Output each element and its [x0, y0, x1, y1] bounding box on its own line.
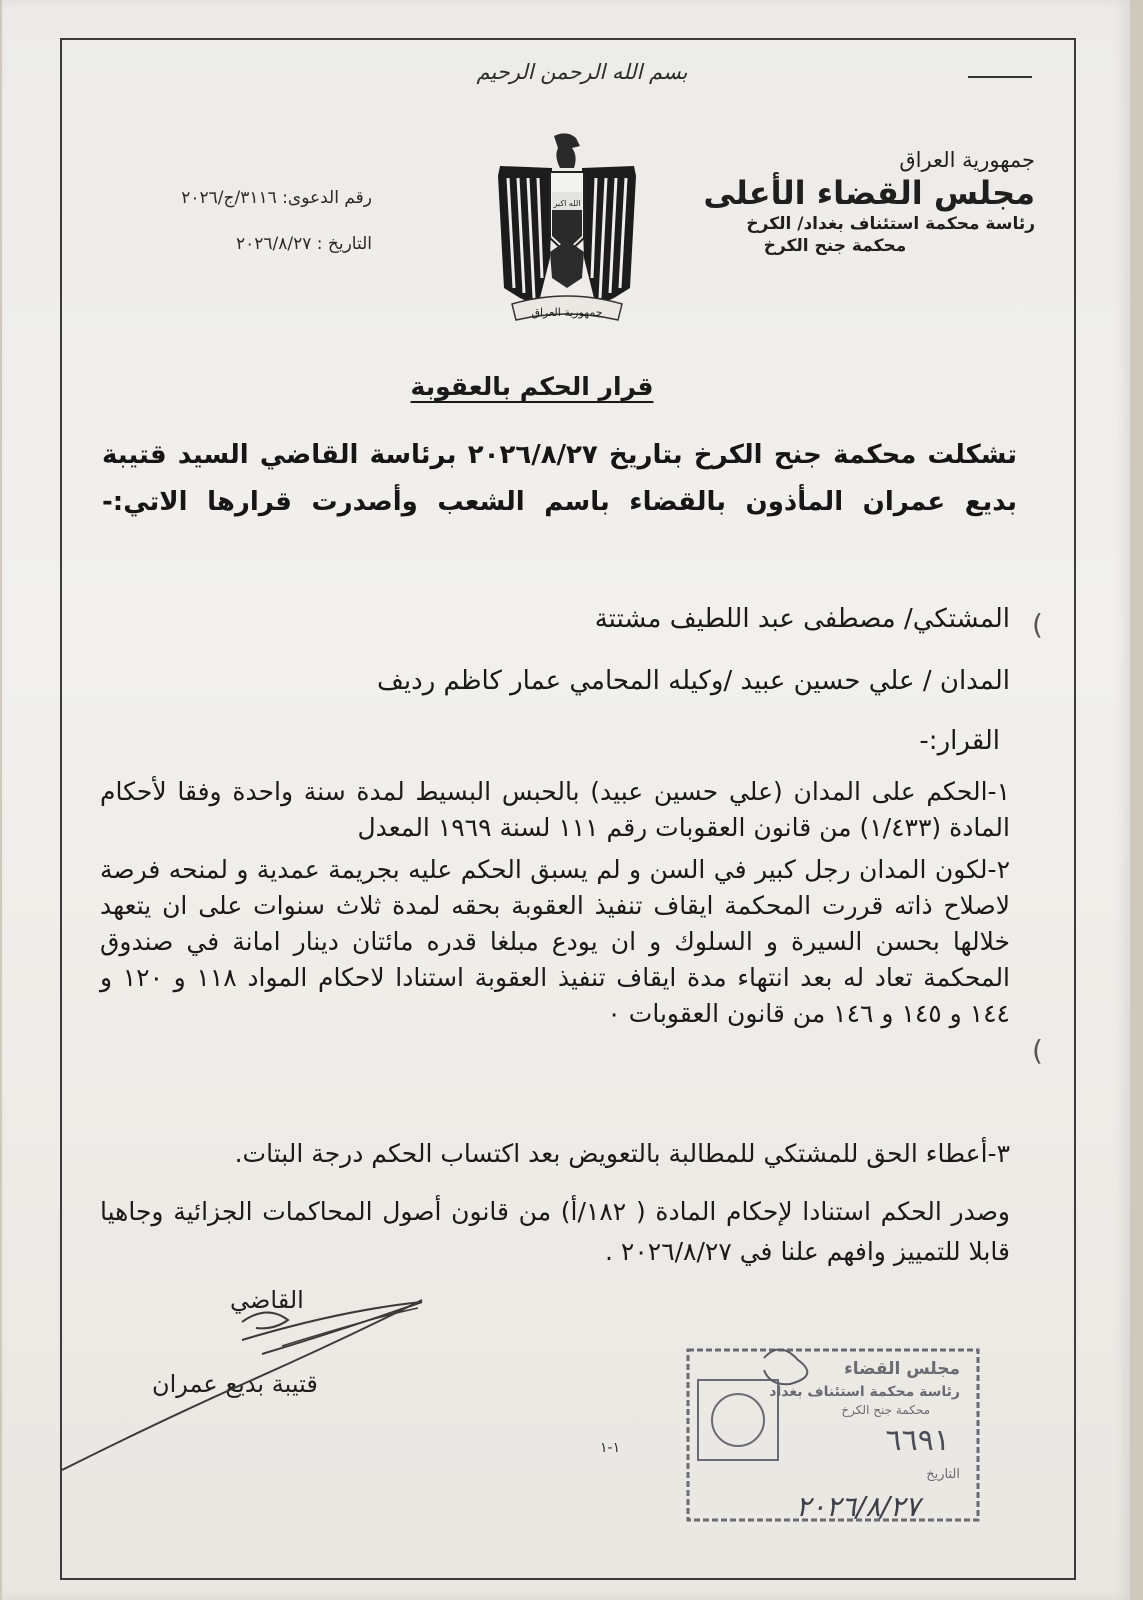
svg-text:الله اكبر: الله اكبر — [553, 199, 581, 208]
margin-bracket: ( — [1032, 1034, 1043, 1067]
decision-item — [100, 852, 1010, 1032]
presidency-name: رئاسة محكمة استئناف بغداد/ الكرخ — [746, 214, 1035, 234]
svg-text:مجلس القضاء: مجلس القضاء — [844, 1359, 960, 1379]
document-page — [2, 0, 1130, 1600]
item-number: ٣- — [987, 1139, 1010, 1168]
corner-dash — [968, 76, 1032, 78]
court-stamp — [680, 1340, 990, 1530]
decision-label: القرار:- — [919, 726, 1000, 756]
item-number: ٢- — [987, 855, 1010, 884]
council-name: مجلس القضاء الأعلى — [703, 174, 1035, 212]
final-paragraph: وصدر الحكم استنادا لإحكام المادة ( ١٨٢/أ) من قانون أصول المحاكمات الجزائية وجاهيا قابلا للتمييز وافهم علنا في ٢٠٢٦/٨/٢٧ . — [100, 1197, 1011, 1266]
svg-text:٢٠٢٦/٨/٢٧: ٢٠٢٦/٨/٢٧ — [795, 1490, 920, 1523]
item-text: أعطاء الحق للمشتكي للمطالبة بالتعويض بعد اكتساب الحكم درجة البتات. — [234, 1139, 988, 1168]
court-name: محكمة جنح الكرخ — [763, 236, 907, 256]
page-number: ١-١ — [600, 1440, 621, 1456]
basmala: بسم الله الرحمن الرحيم — [476, 60, 688, 84]
svg-text:٦٦٩١: ٦٦٩١ — [885, 1423, 950, 1458]
svg-text:محكمة جنح الكرخ: محكمة جنح الكرخ — [841, 1403, 930, 1417]
item-number: ١- — [987, 777, 1010, 806]
country-name: جمهورية العراق — [899, 148, 1035, 172]
case-date: التاريخ : ٢٠٢٦/٨/٢٧ — [235, 234, 372, 254]
case-number: رقم الدعوى: ٣١١٦/ج/٢٠٢٦ — [181, 188, 372, 208]
complainant-line: المشتكي/ مصطفى عبد اللطيف مشتتة — [594, 604, 1010, 634]
svg-text:جمهورية العراق: جمهورية العراق — [531, 306, 603, 319]
svg-text:التاريخ: التاريخ — [926, 1467, 960, 1482]
defendant-line: المدان / علي حسين عبيد /وكيله المحامي عمار كاظم رديف — [376, 666, 1010, 696]
issuer-header — [675, 148, 1035, 256]
judge-name: قتيبة بديع عمران — [152, 1370, 318, 1398]
handwritten-signature — [42, 1270, 482, 1490]
iraq-eagle-emblem-icon — [492, 128, 642, 328]
decision-item — [100, 774, 1010, 846]
intro-paragraph: تشكلت محكمة جنح الكرخ بتاريخ ٢٠٢٦/٨/٢٧ برئاسة القاضي السيد قتيبة بديع عمران المأذون بالقضاء باسم الشعب وأصدرت قرارها الاتي:- — [102, 440, 1018, 517]
item-text: لكون المدان رجل كبير في السن و لم يسبق الحكم عليه بجريمة عمدية و لمنحه فرصة لاصلاح ذاته قررت المحكمة ايقاف تنفيذ العقوبة بحقه لمدة ثلاث سنوات على ان يتعهد خلالها بحسن السيرة و السلوك و ان يودع مبلغا قدره مائتان دينار امانة في صندوق المحكمة تعاد له بعد انتهاء مدة ايقاف تنفيذ العقوبة استنادا لاحكام المواد ١١٨ و ١٢٠ و ١٤٤ و ١٤٥ و ١٤٦ من قانون العقوبات ٠ — [100, 855, 1011, 1028]
judge-title: القاضي — [230, 1286, 304, 1314]
item-text: الحكم على المدان (علي حسين عبيد) بالحبس البسيط لمدة سنة واحدة وفقا لأحكام المادة (١/٤٣٣) من قانون العقوبات رقم ١١١ لسنة ١٩٦٩ المعدل — [100, 777, 1010, 842]
decision-item — [100, 1136, 1010, 1172]
case-header — [82, 188, 372, 280]
svg-text:رئاسة محكمة استئناف بغداد: رئاسة محكمة استئناف بغداد — [769, 1384, 960, 1400]
document-title: قرار الحكم بالعقوبة — [410, 372, 654, 401]
margin-bracket: ( — [1032, 608, 1043, 641]
